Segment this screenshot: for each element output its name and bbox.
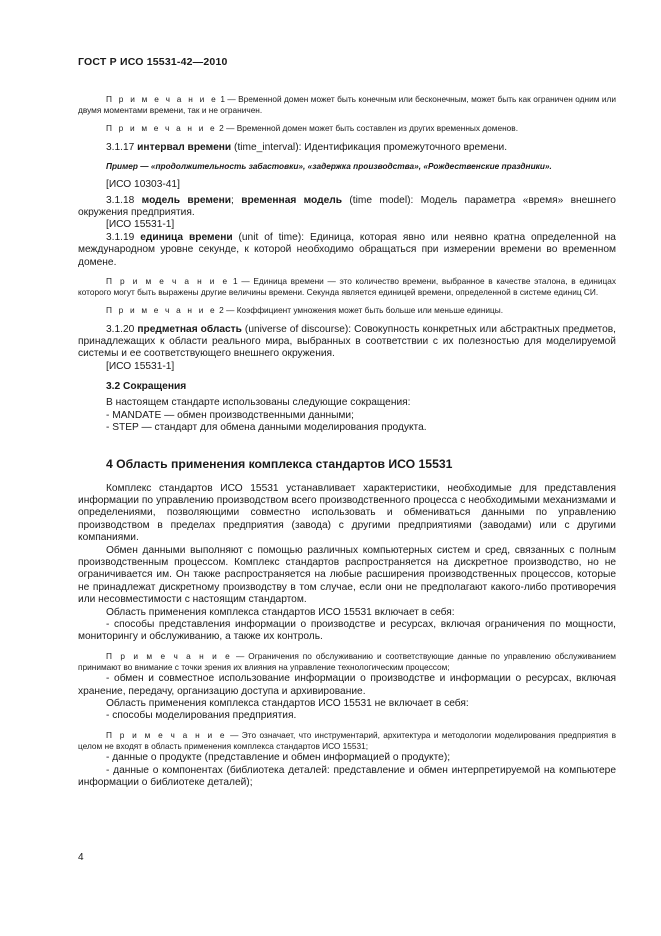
abbreviation-step: - STEP — стандарт для обмена данными моделирования продукта. xyxy=(106,422,427,434)
reference-15531-1-a: [ИСО 15531-1] xyxy=(106,219,175,231)
term-3-1-18: 3.1.18 модель времени; временная модель (time model): Модель параметра «время» внешнего окружения предприятия. xyxy=(78,194,616,219)
note-2: П р и м е ч а н и е 2 — Временной домен может быть составлен из других временных доменов. xyxy=(106,123,519,134)
section-3-2-title: 3.2 Сокращения xyxy=(106,381,187,393)
note-4: П р и м е ч а н и е 2 — Коэффициент умножения может быть больше или меньше единицы. xyxy=(106,305,504,316)
list-item-2: - обмен и совместное использование информации о производстве и информации о ресурсах, включая хранение, передачу, организацию доступа и архивирование. xyxy=(78,673,616,697)
abbreviations-intro: В настоящем стандарте использованы следующие сокращения: xyxy=(106,397,411,409)
document-header: ГОСТ Р ИСО 15531-42—2010 xyxy=(78,56,228,68)
document-page xyxy=(78,56,616,789)
list-item-5: - данные о компонентах (библиотека деталей: представление и обмен интерпретируемой на компьютере информации о библиотеке деталей); xyxy=(78,764,616,789)
reference-10303-41: [ИСО 10303-41] xyxy=(106,179,180,191)
term-3-1-19: 3.1.19 единица времени (unit of time): Единица, которая явно или неявно кратна определенной на международном уровне секунде, к которой необходимо обращаться при измерении времени во временном домене. xyxy=(78,231,616,268)
reference-15531-1-b: [ИСО 15531-1] xyxy=(106,360,175,372)
term-3-1-20: 3.1.20 предметная область (universe of discourse): Совокупность конкретных или абстрактных предметов, принадлежащих к области реального мира, выбранных в соответствии с их полезностью для моделируемой системы и ее соответствующего внешнего окружения. xyxy=(78,323,616,360)
page-number: 4 xyxy=(78,852,84,863)
note-6: П р и м е ч а н и е — Это означает, что инструментарий, архитектура и методологии моделирования предприятия в целом не входят в область применения комплекса стандартов ИСО 15531; xyxy=(78,729,616,752)
paragraph-4: Область применения комплекса стандартов ИСО 15531 не включает в себя: xyxy=(106,698,469,710)
example: Пример — «продолжительность забастовки», «задержка производства», «Рождественские праздники». xyxy=(106,161,552,172)
list-item-3: - способы моделирования предприятия. xyxy=(106,710,297,722)
list-item-1: - способы представления информации о производстве и ресурсах, включая ограничения по мощности, мониторингу и обслуживанию, а также их контроль. xyxy=(78,618,616,643)
paragraph-1: Комплекс стандартов ИСО 15531 устанавливает характеристики, необходимые для представления информации по управлению производством всего производственного процесса с необходимыми механизмами и определениями, позволяющими совместно использовать и обмениваться данными по управлению производством в пределах предприятия (завода) с другими предприятиями (заводами) или с другими компаниями. xyxy=(78,482,616,544)
note-3: П р и м е ч а н и е 1 — Единица времени — это количество времени, выбранное в качестве эталона, в единицах которого могут быть выражены другие величины времени. Секунда является единицей времени, определенной в системе единиц СИ. xyxy=(78,276,616,298)
note-1: П р и м е ч а н и е 1 — Временной домен может быть конечным или бесконечным, может быть как ограничен одним или двумя моментами времени, так и не ограничен. xyxy=(78,94,616,116)
abbreviation-mandate: - MANDATE — обмен производственными данными; xyxy=(106,409,354,421)
paragraph-3: Область применения комплекса стандартов ИСО 15531 включает в себя: xyxy=(106,606,455,618)
list-item-4: - данные о продукте (представление и обмен информацией о продукте); xyxy=(106,752,451,764)
section-4-title: 4 Область применения комплекса стандартов ИСО 15531 xyxy=(106,456,453,471)
term-3-1-17: 3.1.17 интервал времени (time_interval): Идентификация промежуточного времени. xyxy=(106,141,508,153)
paragraph-2: Обмен данными выполняют с помощью различных компьютерных систем и сред, связанных с полным производственным процессом. Комплекс стандартов распространяется на дискретное производство, но не ограничивается им. Он также распространяется на любые расширения производственных процессов, которые не принадлежат дискретному производству в том случае, если они не предполагают какого-либо противоречия или несовместимости с настоящим стандартом. xyxy=(78,544,616,606)
note-5: П р и м е ч а н и е — Ограничения по обслуживанию и соответствующие данные по управлению обслуживанием принимают во внимание с точки зрения их влияния на управление технологическим процессом; xyxy=(78,650,617,672)
